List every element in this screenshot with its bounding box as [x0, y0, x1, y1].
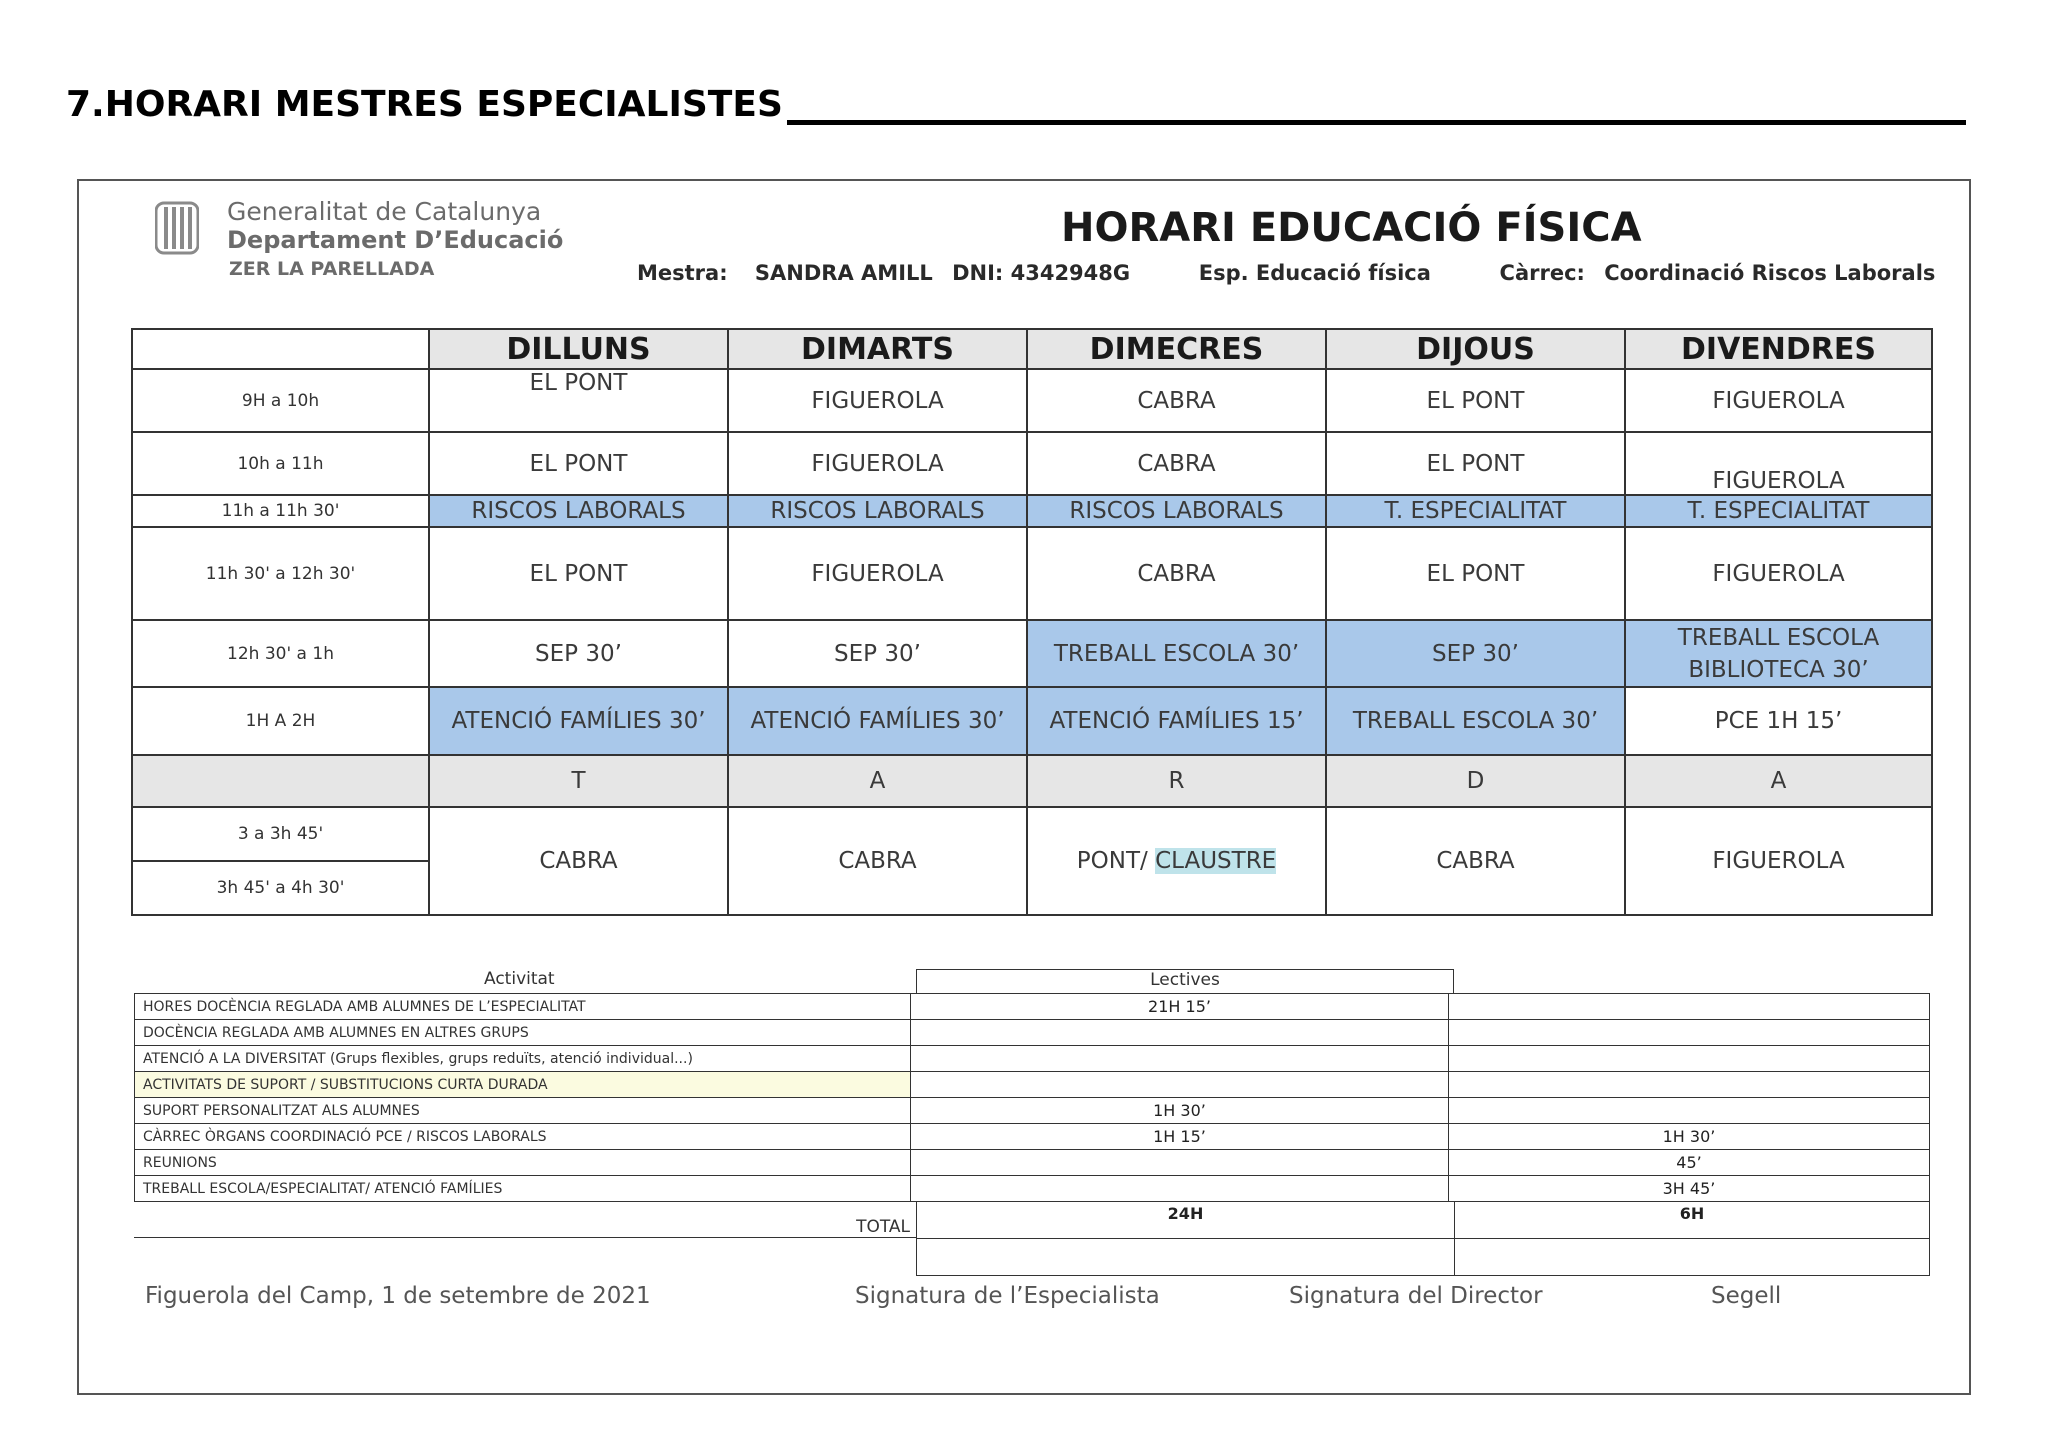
- break-letter: A: [728, 755, 1027, 807]
- activitat-cell: REUNIONS: [134, 1150, 910, 1175]
- other-hours-cell: 1H 30’: [1448, 1124, 1930, 1149]
- total-other: 6H: [1454, 1202, 1930, 1276]
- day-header: DIVENDRES: [1625, 329, 1932, 369]
- schedule-cell: TREBALL ESCOLA 30’: [1326, 687, 1625, 755]
- other-hours-cell: [1448, 1046, 1930, 1071]
- summary-row: [134, 1150, 1930, 1176]
- mestra-label: Mestra:: [637, 261, 728, 285]
- schedule-cell: SEP 30’: [728, 620, 1027, 687]
- other-hours-cell: [1448, 1072, 1930, 1097]
- break-letter: A: [1625, 755, 1932, 807]
- activitat-cell: TREBALL ESCOLA/ESPECIALITAT/ ATENCIÓ FAMÍLIES: [134, 1176, 910, 1201]
- signature-specialist-label: Signatura de l’Especialista: [855, 1283, 1160, 1309]
- time-slot: 3 a 3h 45': [133, 808, 428, 862]
- break-letter: D: [1326, 755, 1625, 807]
- schedule-cell: RISCOS LABORALS: [728, 495, 1027, 527]
- schedule-cell: RISCOS LABORALS: [1027, 495, 1326, 527]
- heading-underline: [787, 86, 1966, 125]
- table-header-row: [132, 329, 1932, 369]
- schedule-cell: PCE 1H 15’: [1625, 687, 1932, 755]
- schedule-cell: EL PONT: [1326, 432, 1625, 495]
- table-row: [132, 495, 1932, 527]
- schedule-cell: [1027, 807, 1326, 915]
- claustre-highlight: CLAUSTRE: [1155, 848, 1277, 874]
- schedule-cell: EL PONT: [429, 527, 728, 620]
- mestra-value: SANDRA AMILL: [754, 261, 933, 285]
- day-header: DIMECRES: [1027, 329, 1326, 369]
- schedule-cell: EL PONT: [429, 432, 728, 495]
- weekly-schedule-table: [131, 328, 1933, 916]
- summary-row: [134, 1046, 1930, 1072]
- afternoon-time-slots: [132, 807, 429, 915]
- schedule-cell: FIGUEROLA: [1625, 369, 1932, 432]
- document-title: HORARI EDUCACIÓ FÍSICA: [1061, 205, 1642, 251]
- break-row: [132, 755, 1932, 807]
- total-label: TOTAL: [134, 1202, 916, 1238]
- table-row: [132, 620, 1932, 687]
- day-header: DIMARTS: [728, 329, 1027, 369]
- summary-row: [134, 1020, 1930, 1046]
- schedule-cell: CABRA: [429, 807, 728, 915]
- schedule-document: [77, 179, 1971, 1395]
- time-slot: 12h 30' a 1h: [132, 620, 429, 687]
- activitat-header: Activitat: [484, 969, 555, 989]
- logo-line-zer: ZER LA PARELLADA: [229, 258, 435, 280]
- table-row: [132, 687, 1932, 755]
- schedule-cell: EL PONT: [429, 369, 728, 432]
- schedule-cell: T. ESPECIALITAT: [1326, 495, 1625, 527]
- seal-label: Segell: [1711, 1283, 1782, 1309]
- logo-line-generalitat: Generalitat de Catalunya: [227, 197, 542, 226]
- dni-value: DNI: 4342948G: [952, 261, 1131, 285]
- day-header: DIJOUS: [1326, 329, 1625, 369]
- carrec-value: Coordinació Riscos Laborals: [1604, 261, 1936, 285]
- total-divider: [916, 1238, 1930, 1239]
- lectives-header: Lectives: [916, 969, 1454, 993]
- schedule-cell: ATENCIÓ FAMÍLIES 30’: [728, 687, 1027, 755]
- schedule-cell: EL PONT: [1326, 369, 1625, 432]
- schedule-cell: FIGUEROLA: [728, 432, 1027, 495]
- table-row-afternoon: [132, 807, 1932, 915]
- schedule-cell: CABRA: [728, 807, 1027, 915]
- lectives-cell: [910, 1046, 1448, 1071]
- schedule-cell: RISCOS LABORALS: [429, 495, 728, 527]
- time-slot: 10h a 11h: [132, 432, 429, 495]
- day-header: DILLUNS: [429, 329, 728, 369]
- lectives-cell: 1H 30’: [910, 1098, 1448, 1123]
- time-slot: 1H A 2H: [132, 687, 429, 755]
- total-lectives: 24H: [916, 1202, 1454, 1276]
- time-slot: 11h 30' a 12h 30': [132, 527, 429, 620]
- lectives-cell: [910, 1020, 1448, 1045]
- schedule-cell: CABRA: [1027, 432, 1326, 495]
- place-date: Figuerola del Camp, 1 de setembre de 2021: [145, 1283, 651, 1309]
- other-hours-cell: [1448, 1098, 1930, 1123]
- schedule-cell: TREBALL ESCOLA 30’: [1027, 620, 1326, 687]
- summary-row: [134, 994, 1930, 1020]
- other-hours-cell: 3H 45’: [1448, 1176, 1930, 1201]
- activitat-cell: ATENCIÓ A LA DIVERSITAT (Grups flexibles, grups reduïts, atenció individual...): [134, 1046, 910, 1071]
- especialitat-value: Esp. Educació física: [1198, 261, 1431, 285]
- other-hours-cell: [1448, 994, 1930, 1019]
- schedule-cell: SEP 30’: [429, 620, 728, 687]
- schedule-cell: ATENCIÓ FAMÍLIES 30’: [429, 687, 728, 755]
- schedule-cell: ATENCIÓ FAMÍLIES 15’: [1027, 687, 1326, 755]
- summary-total-row: [134, 1202, 1930, 1276]
- schedule-cell: FIGUEROLA: [1625, 527, 1932, 620]
- schedule-cell: CABRA: [1027, 527, 1326, 620]
- lectives-cell: 1H 15’: [910, 1124, 1448, 1149]
- break-cell: [132, 755, 429, 807]
- carrec-label: Càrrec:: [1499, 261, 1585, 285]
- activitat-cell: DOCÈNCIA REGLADA AMB ALUMNES EN ALTRES GRUPS: [134, 1020, 910, 1045]
- section-heading-text: 7.HORARI MESTRES ESPECIALISTES: [66, 84, 783, 125]
- other-hours-cell: 45’: [1448, 1150, 1930, 1175]
- activitat-cell: CÀRREC ÒRGANS COORDINACIÓ PCE / RISCOS LABORALS: [134, 1124, 910, 1149]
- schedule-cell: CABRA: [1326, 807, 1625, 915]
- lectives-cell: [910, 1176, 1448, 1201]
- time-slot: 3h 45' a 4h 30': [216, 878, 345, 898]
- table-row: [132, 432, 1932, 495]
- table-row: [132, 527, 1932, 620]
- summary-row: [134, 1098, 1930, 1124]
- other-hours-cell: [1448, 1020, 1930, 1045]
- lectives-cell: [910, 1072, 1448, 1097]
- schedule-cell-text: PONT/: [1076, 848, 1148, 874]
- schedule-cell: FIGUEROLA: [1625, 432, 1932, 495]
- activitat-cell: ACTIVITATS DE SUPORT / SUBSTITUCIONS CURTA DURADA: [134, 1072, 910, 1097]
- schedule-cell: FIGUEROLA: [1625, 807, 1932, 915]
- section-heading: [66, 84, 1966, 125]
- time-slot: 9H a 10h: [132, 369, 429, 432]
- lectives-cell: 21H 15’: [910, 994, 1448, 1019]
- lectives-cell: [910, 1150, 1448, 1175]
- teacher-info: [637, 261, 1941, 285]
- schedule-cell: T. ESPECIALITAT: [1625, 495, 1932, 527]
- time-slot: 11h a 11h 30': [132, 495, 429, 527]
- summary-rows: [134, 993, 1930, 1237]
- break-letter: T: [429, 755, 728, 807]
- signature-director-label: Signatura del Director: [1289, 1283, 1543, 1309]
- table-row: [132, 369, 1932, 432]
- summary-row: [134, 1176, 1930, 1202]
- generalitat-emblem-icon: [155, 201, 199, 255]
- header-corner: [132, 329, 429, 369]
- activitat-cell: SUPORT PERSONALITZAT ALS ALUMNES: [134, 1098, 910, 1123]
- summary-row: [134, 1072, 1930, 1098]
- logo-line-departament: Departament D’Educació: [227, 226, 564, 254]
- schedule-cell: SEP 30’: [1326, 620, 1625, 687]
- schedule-cell: EL PONT: [1326, 527, 1625, 620]
- schedule-cell: CABRA: [1027, 369, 1326, 432]
- break-letter: R: [1027, 755, 1326, 807]
- schedule-cell: FIGUEROLA: [728, 527, 1027, 620]
- activitat-cell: HORES DOCÈNCIA REGLADA AMB ALUMNES DE L’ESPECIALITAT: [134, 994, 910, 1019]
- hours-summary-table: [134, 969, 1934, 1299]
- summary-row: [134, 1124, 1930, 1150]
- schedule-cell: FIGUEROLA: [728, 369, 1027, 432]
- schedule-cell: TREBALL ESCOLA BIBLIOTECA 30’: [1625, 620, 1932, 687]
